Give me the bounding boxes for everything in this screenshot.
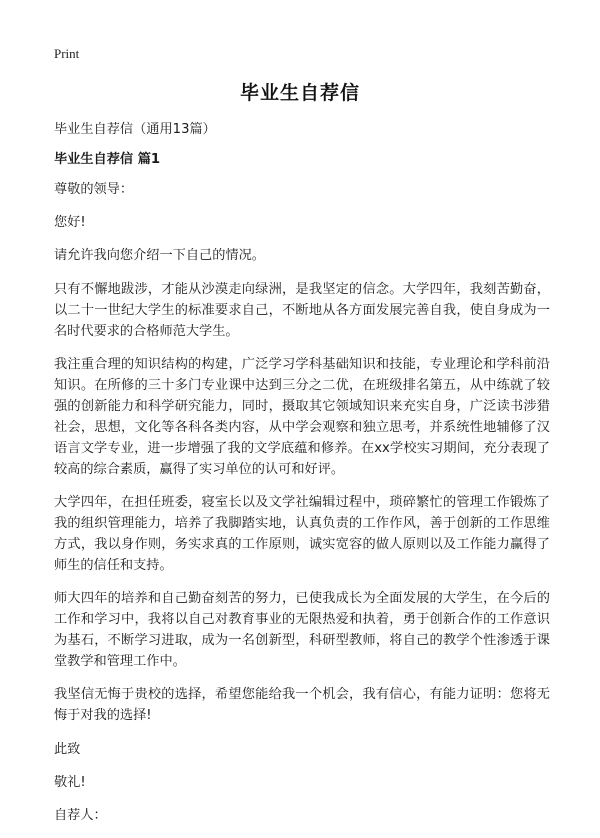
body-paragraph: 大学四年，在担任班委，寝室长以及文学社编辑过程中，琐碎繁忙的管理工作锻炼了我的组织管理能力，培养了我脚踏实地，认真负责的工作作风，善于创新的工作思维方式，我以身作则，务实求真的工作原则，诚实宽容的做人原则以及工作能力赢得了师生的信任和支持。 bbox=[54, 494, 550, 573]
print-label: Print bbox=[54, 46, 80, 61]
intro-paragraph: 请允许我向您介绍一下自己的情况。 bbox=[54, 248, 265, 264]
section-heading: 毕业生自荐信 篇1 bbox=[54, 152, 161, 167]
signature-line: 自荐人： bbox=[54, 807, 107, 823]
body-paragraph: 师大四年的培养和自己勤奋刻苦的努力，已使我成长为全面发展的大学生，在今后的工作和学习中，我将以自己对教育事业的无限热爱和执着，勇于创新合作的工作意识为基石，不断学习进取，成为一名创新型，科研型教师，将自己的教学个性渗透于课堂教学和管理工作中。 bbox=[54, 591, 550, 670]
closing-line: 此致 bbox=[54, 741, 81, 757]
page-title: 毕业生自荐信 bbox=[239, 82, 360, 104]
letter-body bbox=[54, 119, 550, 838]
subtitle: 毕业生自荐信（通用13篇） bbox=[54, 122, 216, 137]
salutation: 您好! bbox=[54, 215, 86, 231]
body-paragraph: 只有不懈地跋涉，才能从沙漠走向绿洲，是我坚定的信念。大学四年，我刻苦勤奋，以二十一世纪大学生的标准要求自己，不断地从各方面发展完善自我，使自身成为一名时代要求的合格师范大学生。 bbox=[54, 281, 550, 339]
body-paragraph: 我注重合理的知识结构的构建，广泛学习学科基础知识和技能，专业理论和学科前沿知识。在所修的三十多门专业课中达到三分之二优，在班级排名第五，从中练就了较强的创新能力和科学研究能力，同时，摄取其它领域知识来充实自身，广泛读书涉猎社会，思想，文化等各科各类内容，从中学会观察和独立思考，并系统性地辅修了汉语言文学专业，进一步增强了我的文学底蕴和修养。在xx学校实习期间，充分表现了较高的综合素质，赢得了实习单位的认可和好评。 bbox=[54, 356, 550, 477]
closing-salute: 敬礼! bbox=[54, 774, 86, 790]
greeting: 尊敬的领导： bbox=[54, 182, 134, 197]
body-paragraph: 我坚信无悔于贵校的选择，希望您能给我一个机会，我有信心，有能力证明：您将无悔于对我的选择! bbox=[54, 687, 550, 724]
